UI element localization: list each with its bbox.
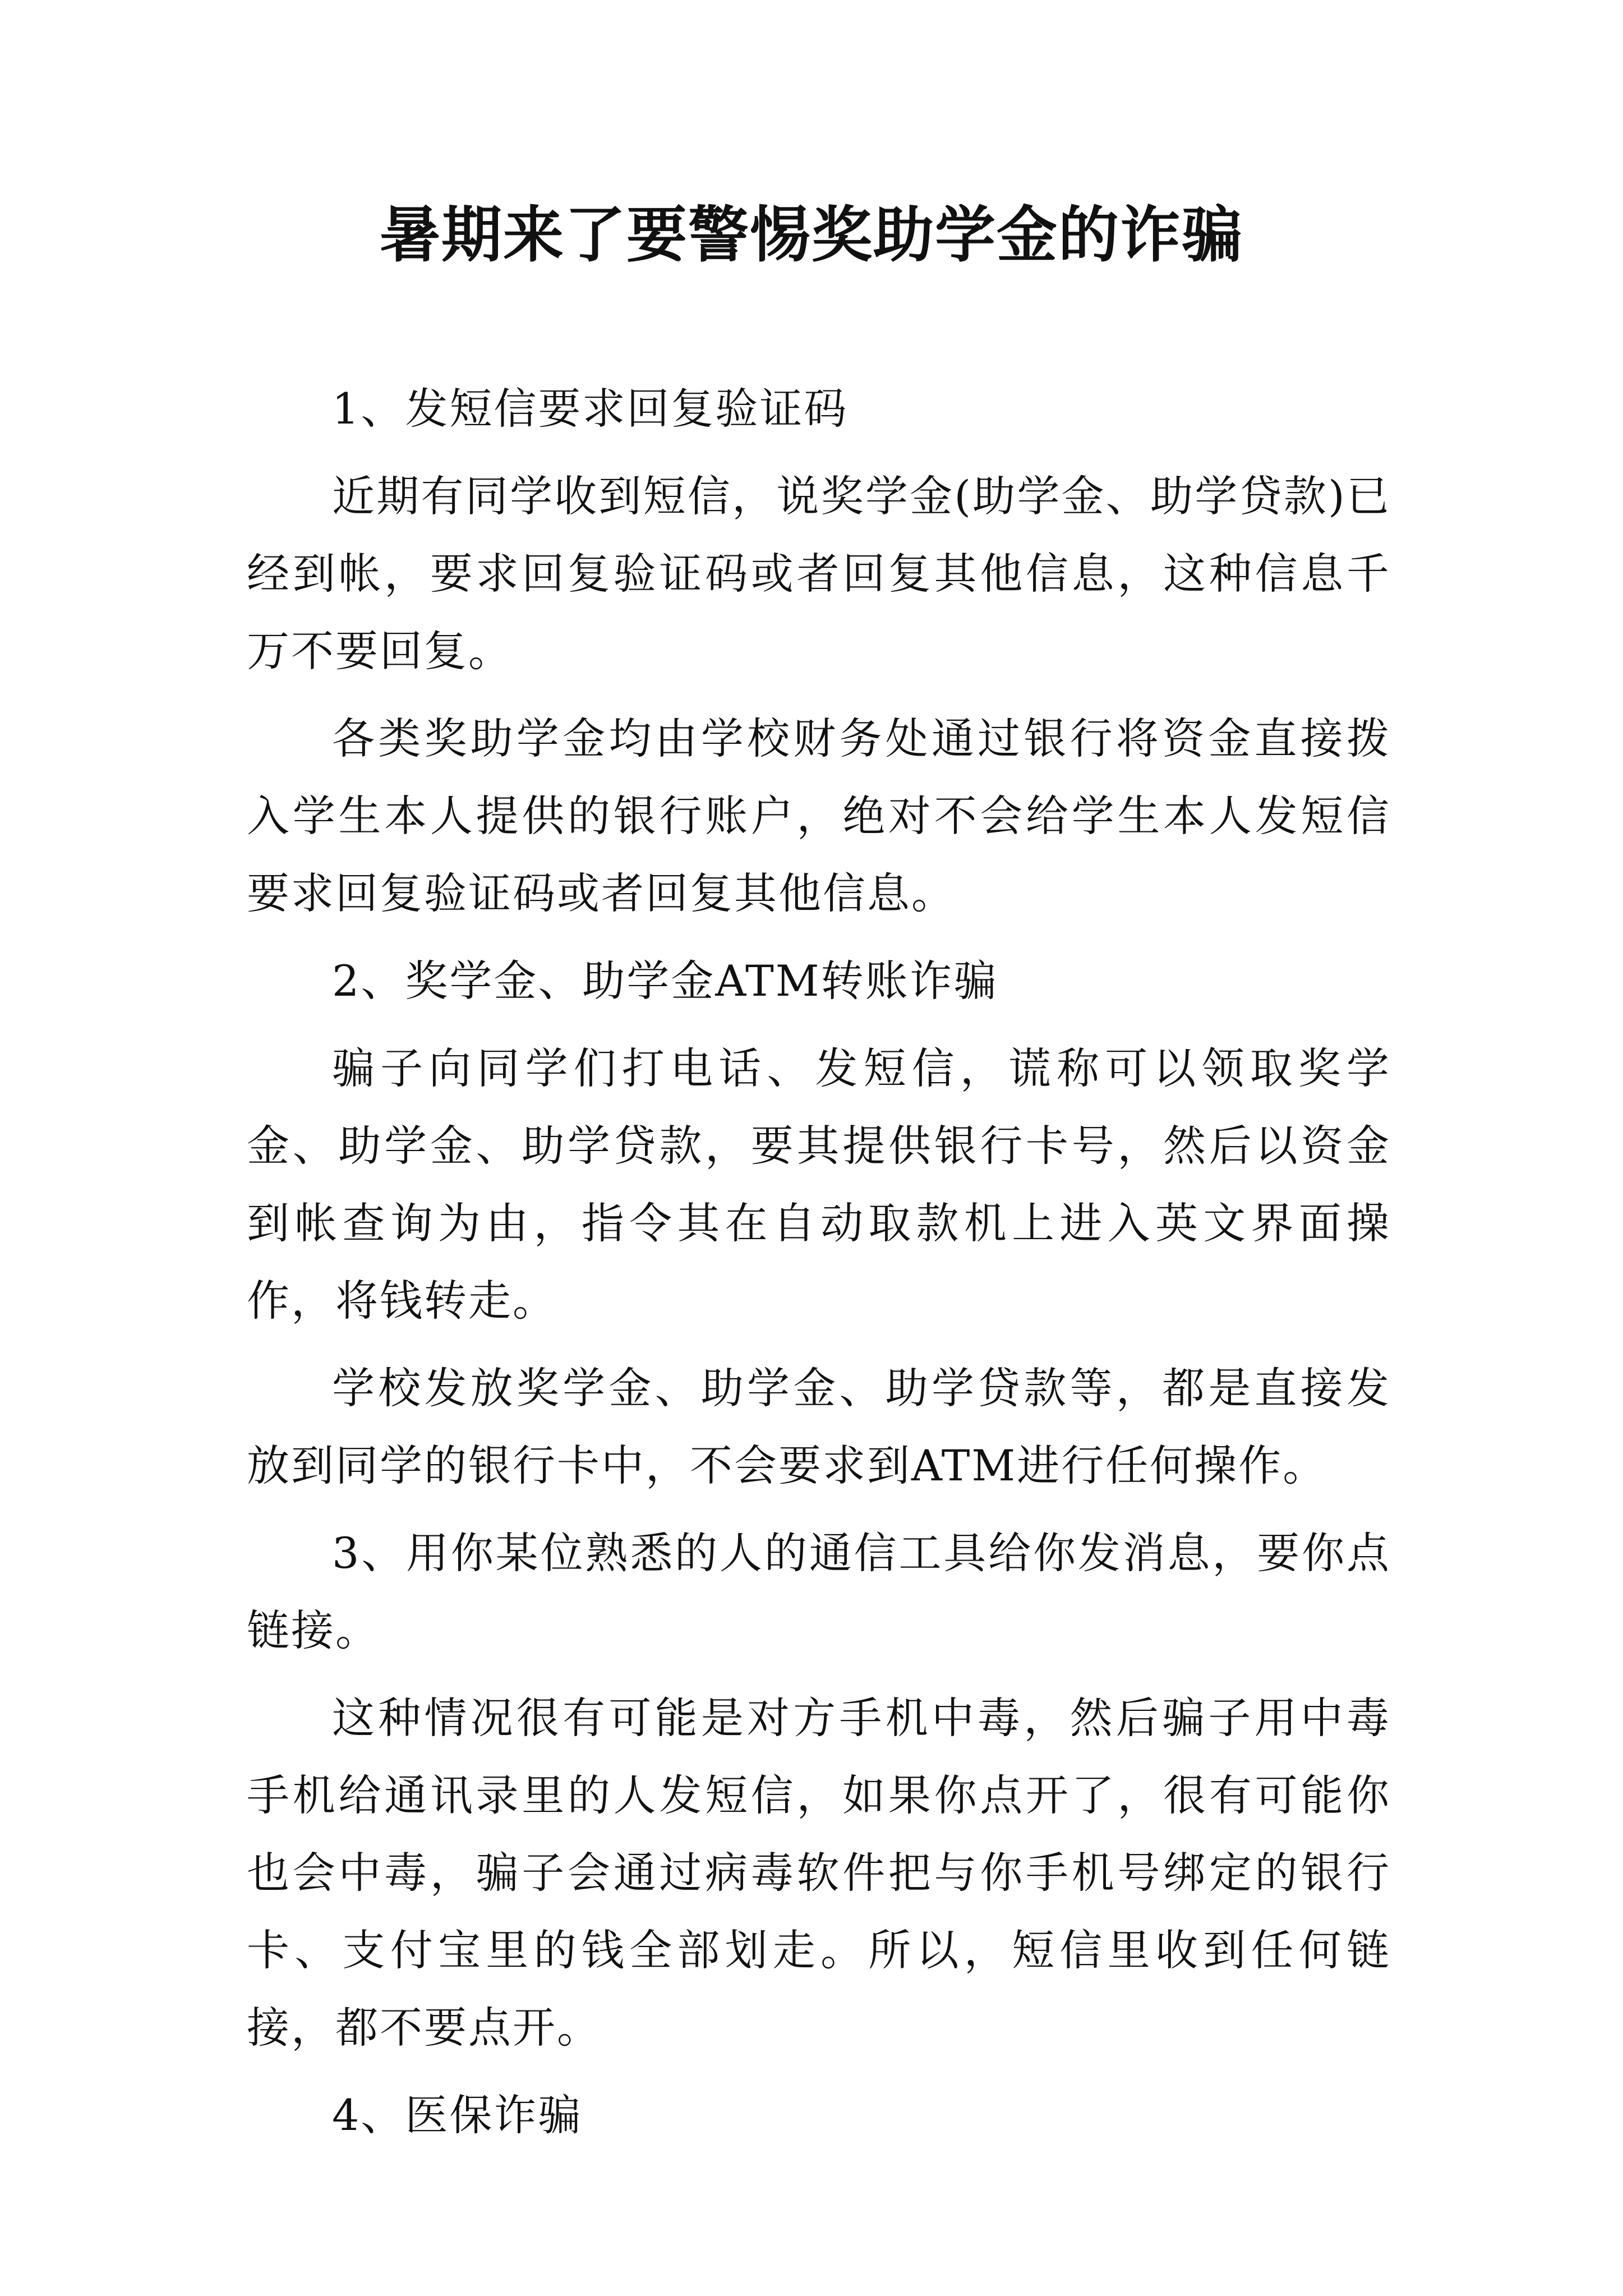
section-heading-4: 4、医保诈骗 bbox=[332, 2090, 583, 2140]
section-heading-2: 2、奖学金、助学金ATM转账诈骗 bbox=[332, 956, 998, 1006]
paragraph: 近期有同学收到短信，说奖学金(助学金、助学贷款)已经到帐，要求回复验证码或者回复其他信息，这种信息千万不要回复。 bbox=[247, 471, 1391, 676]
paragraph: 骗子向同学们打电话、发短信，谎称可以领取奖学金、助学金、助学贷款，要其提供银行卡号，然后以资金到帐查询为由，指令其在自动取款机上进入英文界面操作，将钱转走。 bbox=[247, 1043, 1391, 1326]
section-heading-3: 3、用你某位熟悉的人的通信工具给你发消息，要你点链接。 bbox=[247, 1528, 1391, 1655]
document-title: 暑期来了要警惕奖助学金的诈骗 bbox=[379, 200, 1243, 270]
paragraph: 学校发放奖学金、助学金、助学贷款等，都是直接发放到同学的银行卡中，不会要求到ATM进行任何操作。 bbox=[247, 1363, 1391, 1490]
paragraph: 各类奖助学金均由学校财务处通过银行将资金直接拨入学生本人提供的银行账户，绝对不会给学生本人发短信要求回复验证码或者回复其他信息。 bbox=[247, 714, 1391, 918]
section-heading-1: 1、发短信要求回复验证码 bbox=[332, 384, 849, 434]
paragraph: 这种情况很有可能是对方手机中毒，然后骗子用中毒手机给通讯录里的人发短信，如果你点开了，很有可能你也会中毒，骗子会通过病毒软件把与你手机号绑定的银行卡、支付宝里的钱全部划走。所以，短信里收到任何链接，都不要点开。 bbox=[247, 1693, 1391, 2053]
document-body bbox=[247, 370, 1391, 2154]
